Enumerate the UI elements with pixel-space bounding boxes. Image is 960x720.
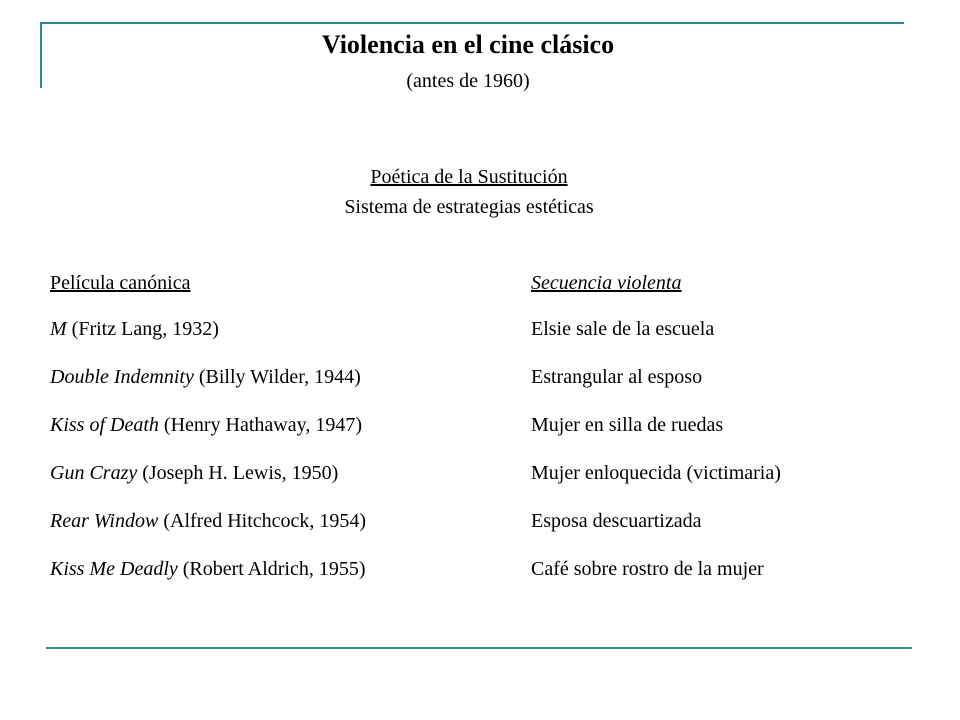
table-row bbox=[0, 414, 960, 462]
section-subheading: Sistema de estrategias estéticas bbox=[344, 196, 594, 218]
film-credit: (Fritz Lang, 1932) bbox=[66, 318, 219, 340]
bottom-rule bbox=[46, 647, 912, 649]
sequence-cell: Mujer en silla de ruedas bbox=[531, 414, 724, 436]
film-cell bbox=[50, 318, 219, 341]
slide-title: Violencia en el cine clásico bbox=[321, 30, 615, 59]
table-row bbox=[0, 366, 960, 414]
film-cell bbox=[50, 558, 366, 581]
column-header-sequence: Secuencia violenta bbox=[531, 272, 682, 294]
sequence-cell: Elsie sale de la escuela bbox=[531, 318, 715, 340]
film-title: Rear Window bbox=[50, 510, 159, 532]
film-title: Gun Crazy bbox=[50, 462, 138, 484]
film-credit: (Billy Wilder, 1944) bbox=[193, 366, 361, 388]
slide-subtitle: (antes de 1960) bbox=[406, 70, 530, 92]
film-title: Kiss Me Deadly bbox=[50, 558, 178, 580]
table-row bbox=[0, 510, 960, 558]
section-heading: Poética de la Sustitución bbox=[370, 166, 568, 188]
sequence-cell: Mujer enloquecida (victimaria) bbox=[531, 462, 781, 484]
film-credit: (Henry Hathaway, 1947) bbox=[158, 414, 362, 436]
table-row bbox=[0, 318, 960, 366]
film-credit: (Joseph H. Lewis, 1950) bbox=[137, 462, 339, 484]
film-credit: (Robert Aldrich, 1955) bbox=[177, 558, 366, 580]
film-cell bbox=[50, 366, 361, 389]
sequence-cell: Café sobre rostro de la mujer bbox=[531, 558, 764, 580]
film-cell bbox=[50, 510, 366, 533]
film-table bbox=[0, 318, 960, 606]
film-title: Double Indemnity bbox=[50, 366, 194, 388]
top-rule bbox=[40, 22, 904, 24]
column-header-film: Película canónica bbox=[50, 272, 191, 294]
sequence-cell: Esposa descuartizada bbox=[531, 510, 702, 532]
table-row bbox=[0, 558, 960, 606]
sequence-cell: Estrangular al esposo bbox=[531, 366, 703, 388]
film-cell bbox=[50, 462, 338, 485]
film-title: Kiss of Death bbox=[50, 414, 159, 436]
film-credit: (Alfred Hitchcock, 1954) bbox=[158, 510, 367, 532]
film-cell bbox=[50, 414, 362, 437]
film-title: M bbox=[50, 318, 67, 340]
table-row bbox=[0, 462, 960, 510]
